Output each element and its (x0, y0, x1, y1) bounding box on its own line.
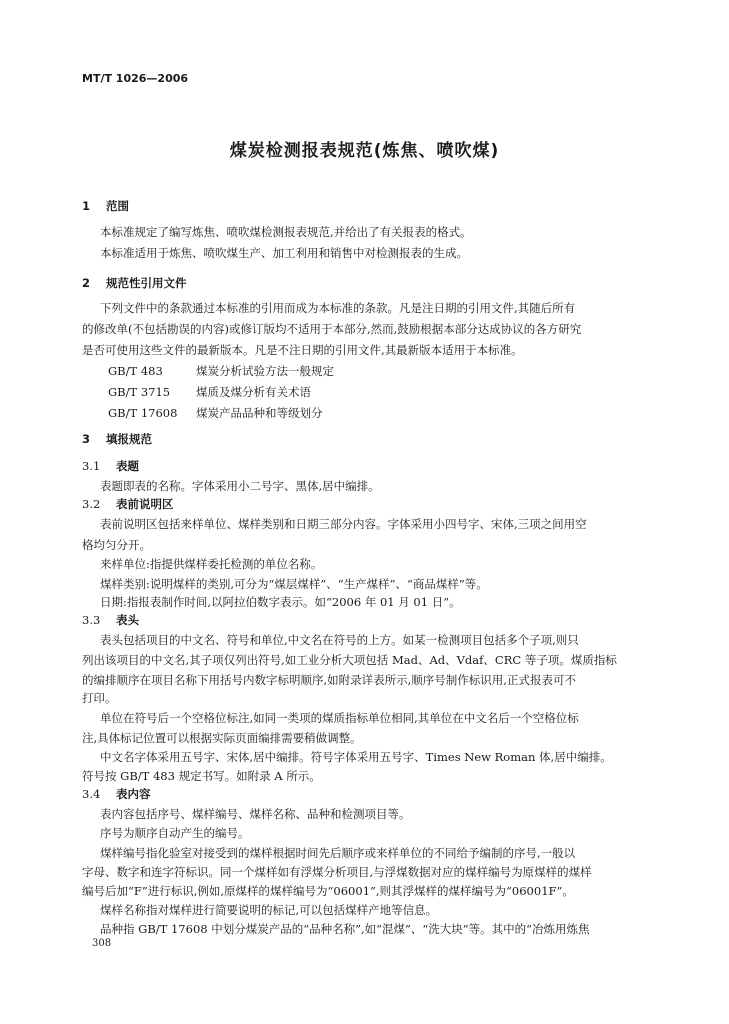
section-title: 规范性引用文件 (106, 276, 187, 290)
reference-item (108, 363, 334, 379)
subsection-title: 表题 (116, 459, 139, 473)
paragraph: 中文名字体采用五号字、宋体,居中编排。符号字体采用五号字、Times New Roman 体,居中编排。 (100, 750, 612, 764)
section-2-heading (82, 275, 187, 291)
paragraph: 单位在符号后一个空格位标注,如同一类项的煤质指标单位相同,其单位在中文名后一个空格位标 (100, 711, 579, 725)
paragraph: 本标准适用于炼焦、喷吹煤生产、加工利用和销售中对检测报表的生成。 (100, 246, 468, 260)
subsection-title: 表前说明区 (116, 497, 174, 511)
paragraph: 来样单位:指提供煤样委托检测的单位名称。 (100, 557, 323, 571)
subsection-3-1-heading (82, 458, 139, 474)
paragraph: 下列文件中的条款通过本标准的引用而成为本标准的条款。凡是注日期的引用文件,其随后所有 (100, 301, 576, 315)
standard-code: MT/T 1026—2006 (82, 72, 189, 85)
section-title: 范围 (106, 199, 129, 213)
paragraph-line: 符号按 GB/T 483 规定书写。如附录 A 所示。 (82, 769, 321, 783)
paragraph-line: 格均匀分开。 (82, 538, 151, 552)
paragraph: 本标准规定了编写炼焦、喷吹煤检测报表规范,并给出了有关报表的格式。 (100, 225, 472, 239)
reference-code: GB/T 483 (108, 364, 163, 378)
subsection-3-2-heading (82, 496, 174, 512)
reference-code: GB/T 17608 (108, 406, 178, 420)
subsection-number: 3.3 (82, 613, 101, 627)
section-number: 2 (82, 276, 91, 290)
subsection-number: 3.4 (82, 787, 101, 801)
paragraph: 日期:指报表制作时间,以阿拉伯数字表示。如“2006 年 01 月 01 日”。 (100, 595, 461, 609)
subsection-title: 表头 (116, 613, 139, 627)
reference-item (108, 405, 323, 421)
paragraph: 煤样名称指对煤样进行简要说明的标记,可以包括煤样产地等信息。 (100, 903, 438, 917)
paragraph: 表头包括项目的中文名、符号和单位,中文名在符号的上方。如某一检测项目包括多个子项,则只 (100, 633, 579, 647)
section-3-heading (82, 431, 152, 447)
reference-item (108, 384, 311, 400)
section-1-heading (82, 198, 129, 214)
subsection-3-3-heading (82, 612, 139, 628)
paragraph: 表内容包括序号、煤样编号、煤样名称、品种和检测项目等。 (100, 807, 411, 821)
subsection-number: 3.2 (82, 497, 101, 511)
subsection-3-4-heading (82, 786, 151, 802)
paragraph-line: 列出该项目的中文名,其子项仅列出符号,如工业分析大项包括 Mad、Ad、Vdaf、CRC 等子项。煤质指标 (82, 653, 617, 667)
page-number: 308 (92, 938, 112, 949)
paragraph: 表题即表的名称。字体采用小二号字、黑体,居中编排。 (100, 479, 380, 493)
subsection-number: 3.1 (82, 459, 101, 473)
paragraph-line: 编号后加“F”进行标识,例如,原煤样的煤样编号为“06001”,则其浮煤样的煤样编号为“06001F”。 (82, 884, 574, 898)
paragraph-line: 字母、数字和连字符标识。同一个煤样如有浮煤分析项目,与浮煤数据对应的煤样编号为原煤样的煤样 (82, 865, 592, 879)
section-number: 3 (82, 432, 91, 446)
paragraph-line: 注,具体标记位置可以根据实际页面编排需要稍做调整。 (82, 731, 362, 745)
paragraph-line: 打印。 (82, 691, 117, 705)
paragraph: 煤样编号指化验室对接受到的煤样根据时间先后顺序或来样单位的不同给予编制的序号,一般以 (100, 846, 576, 860)
subsection-title: 表内容 (116, 787, 151, 801)
document-title: 煤炭检测报表规范(炼焦、喷吹煤) (229, 141, 500, 161)
paragraph: 序号为顺序自动产生的编号。 (100, 826, 250, 840)
reference-code: GB/T 3715 (108, 385, 171, 399)
section-title: 填报规范 (106, 432, 152, 446)
paragraph-line: 的编排顺序在项目名称下用括号内数字标明顺序,如附录详表所示,顺序号制作标识用,正式报表可不 (82, 673, 576, 687)
paragraph-line: 是否可使用这些文件的最新版本。凡是不注日期的引用文件,其最新版本适用于本标准。 (82, 343, 523, 357)
paragraph-line: 的修改单(不包括勘误的内容)或修订版均不适用于本部分,然而,鼓励根据本部分达成协议的各方研究 (82, 322, 582, 336)
paragraph: 表前说明区包括来样单位、煤样类别和日期三部分内容。字体采用小四号字、宋体,三项之间用空 (100, 517, 587, 531)
reference-title: 煤质及煤分析有关术语 (196, 385, 311, 399)
paragraph: 品种指 GB/T 17608 中划分煤炭产品的“品种名称”,如“混煤”、“洗大块”等。其中的“冶炼用炼焦 (100, 922, 590, 936)
section-number: 1 (82, 199, 91, 213)
paragraph: 煤样类别:说明煤样的类别,可分为“煤层煤样”、“生产煤样”、“商品煤样”等。 (100, 577, 488, 591)
reference-title: 煤炭产品品种和等级划分 (196, 406, 323, 420)
reference-title: 煤炭分析试验方法一般规定 (196, 364, 334, 378)
